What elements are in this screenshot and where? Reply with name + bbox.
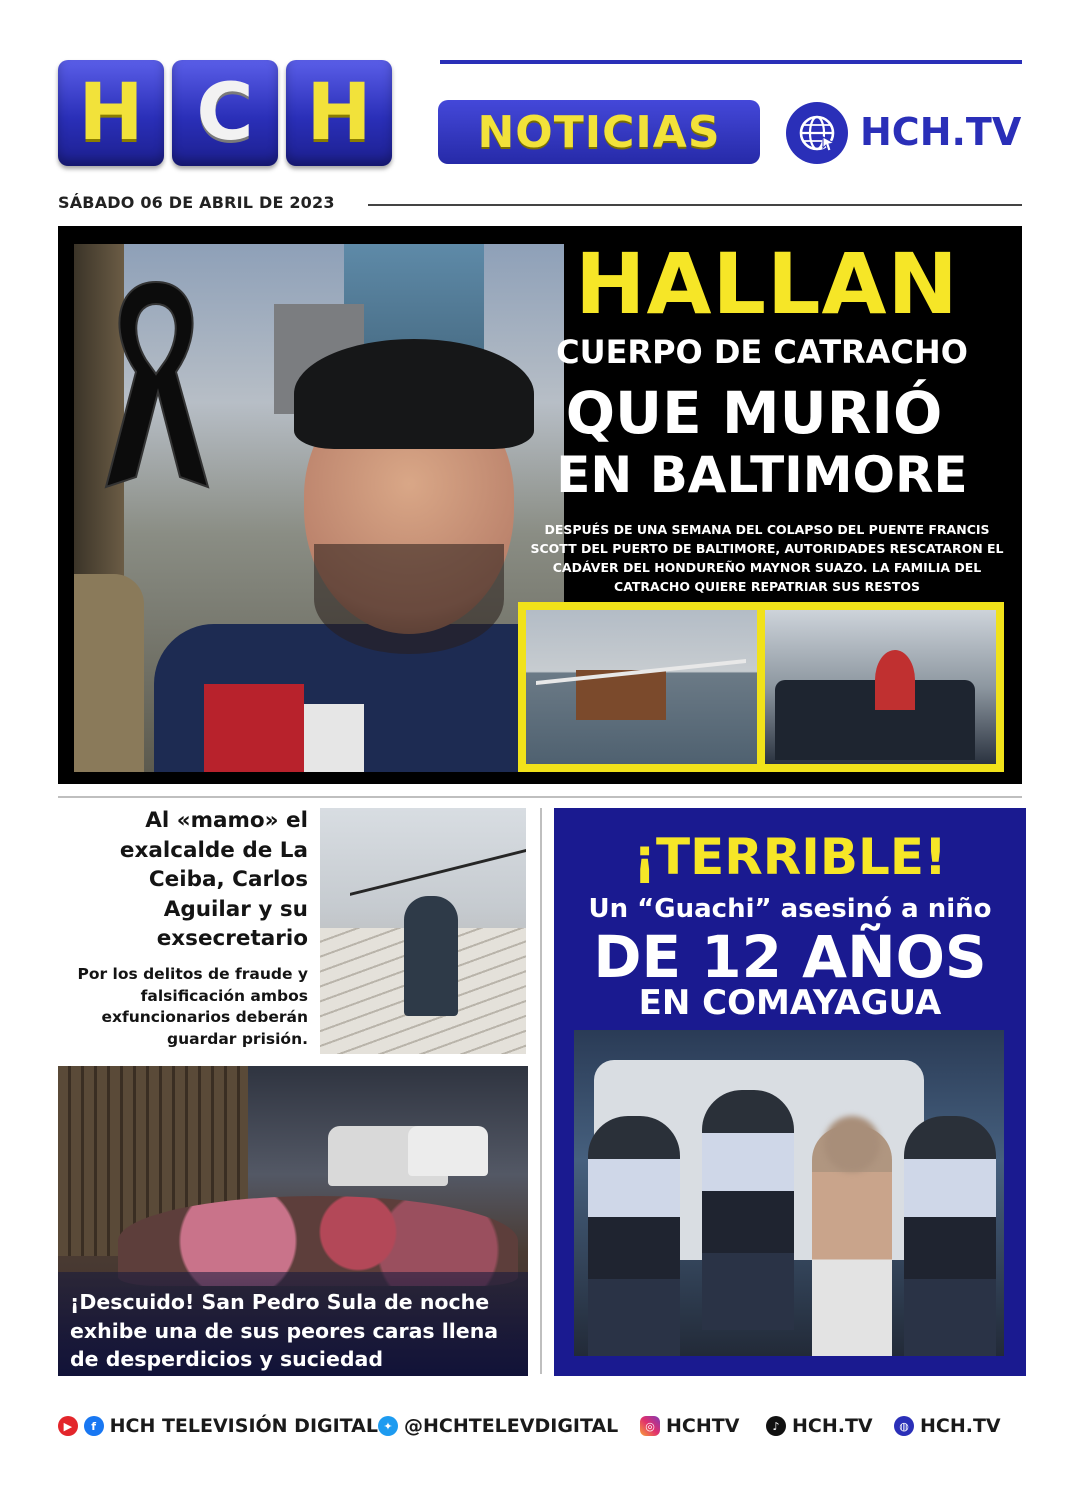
facebook-icon: f	[84, 1416, 104, 1436]
hero-thumbnails	[518, 602, 1004, 772]
issue-date: SÁBADO 06 DE ABRIL DE 2023	[58, 193, 335, 212]
comayagua-kicker: ¡TERRIBLE!	[633, 828, 947, 886]
footer-youtube-facebook-label: HCH TELEVISIÓN DIGITAL	[109, 1415, 378, 1437]
comayagua-headline-line3: EN COMAYAGUA	[638, 983, 942, 1023]
footer-web-label: HCH.TV	[920, 1415, 1001, 1437]
photo-stripe	[204, 684, 304, 772]
hero-headline-line4: EN BALTIMORE	[556, 446, 968, 504]
photo-beard	[314, 544, 504, 654]
rescue-boat-photo	[765, 610, 996, 764]
instagram-icon: ◎	[640, 1416, 660, 1436]
photo-blurred-face	[824, 1116, 880, 1172]
mamo-story-title[interactable]: Al «mamo» el exalcalde de La Ceiba, Carlos Aguilar y su exsecretario	[119, 808, 308, 951]
footer-tiktok-label: HCH.TV	[792, 1415, 873, 1437]
comayagua-photo	[574, 1030, 1004, 1356]
comayagua-headline-line1: Un “Guachi” asesinó a niño	[588, 894, 992, 924]
footer-instagram-label: HCHTV	[666, 1415, 740, 1437]
photo-officer	[904, 1116, 996, 1356]
photo-officer	[702, 1090, 794, 1330]
photo-rescuer	[875, 650, 915, 710]
sps-story[interactable]	[58, 1066, 528, 1376]
footer-twitter-label: @HCHTELEVDIGITAL	[404, 1415, 619, 1437]
twitter-icon: ✦	[378, 1416, 398, 1436]
photo-stripe	[304, 704, 364, 772]
footer-web[interactable]	[894, 1415, 1004, 1437]
mamo-story-photo[interactable]	[320, 808, 526, 1054]
date-rule	[368, 204, 1022, 206]
comayagua-story[interactable]	[554, 808, 1026, 1376]
header-rule	[440, 60, 1022, 64]
comayagua-headline-line2: DE 12 AÑOS	[593, 923, 987, 991]
hero-headline-line2: CUERPO DE CATRACHO	[556, 333, 968, 371]
hch-logo[interactable]	[58, 60, 392, 166]
photo-car	[408, 1126, 488, 1176]
social-footer	[58, 1413, 1024, 1439]
globe-icon[interactable]	[786, 102, 848, 164]
photo-cap	[294, 339, 534, 449]
section-badge: NOTICIAS	[438, 100, 760, 164]
mourning-ribbon-icon	[96, 272, 216, 502]
footer-youtube-facebook[interactable]	[58, 1415, 378, 1437]
logo-letter-h1: H	[58, 60, 164, 166]
photo-person	[404, 896, 458, 1016]
hero-photo	[74, 244, 564, 772]
sps-story-caption: ¡Descuido! San Pedro Sula de noche exhibe una de sus peores caras llena de desperdicios y suciedad	[58, 1272, 528, 1376]
logo-letter-h2: H	[286, 60, 392, 166]
hero-story[interactable]	[58, 226, 1022, 784]
footer-twitter[interactable]	[378, 1415, 640, 1437]
photo-bridge	[536, 659, 746, 741]
section-divider	[58, 796, 1022, 798]
footer-instagram[interactable]	[640, 1415, 766, 1437]
mamo-story-summary: Por los delitos de fraude y falsificación ambos exfuncionarios deberán guardar prisión.	[77, 965, 308, 1048]
hero-headline-main: HALLAN	[575, 235, 959, 333]
column-divider	[540, 808, 542, 1374]
photo-statue	[74, 574, 144, 772]
photo-officer	[588, 1116, 680, 1356]
footer-tiktok[interactable]	[766, 1415, 894, 1437]
globe-icon: ◍	[894, 1416, 914, 1436]
hero-summary: DESPUÉS DE UNA SEMANA DEL COLAPSO DEL PUENTE FRANCIS SCOTT DEL PUERTO DE BALTIMORE, AUTORIDADES RESCATARON EL CADÁVER DEL HONDUREÑO MAYNOR SUAZO. LA FAMILIA DEL CATRACHO QUIERE REPATRIAR SUS RESTOS	[530, 522, 1004, 594]
bridge-collapse-photo	[526, 610, 757, 764]
hero-headline-line3: QUE MURIÓ	[565, 379, 943, 447]
tiktok-icon: ♪	[766, 1416, 786, 1436]
logo-letter-c: C	[172, 60, 278, 166]
site-url[interactable]: HCH.TV	[860, 110, 1022, 154]
youtube-icon: ▶	[58, 1416, 78, 1436]
